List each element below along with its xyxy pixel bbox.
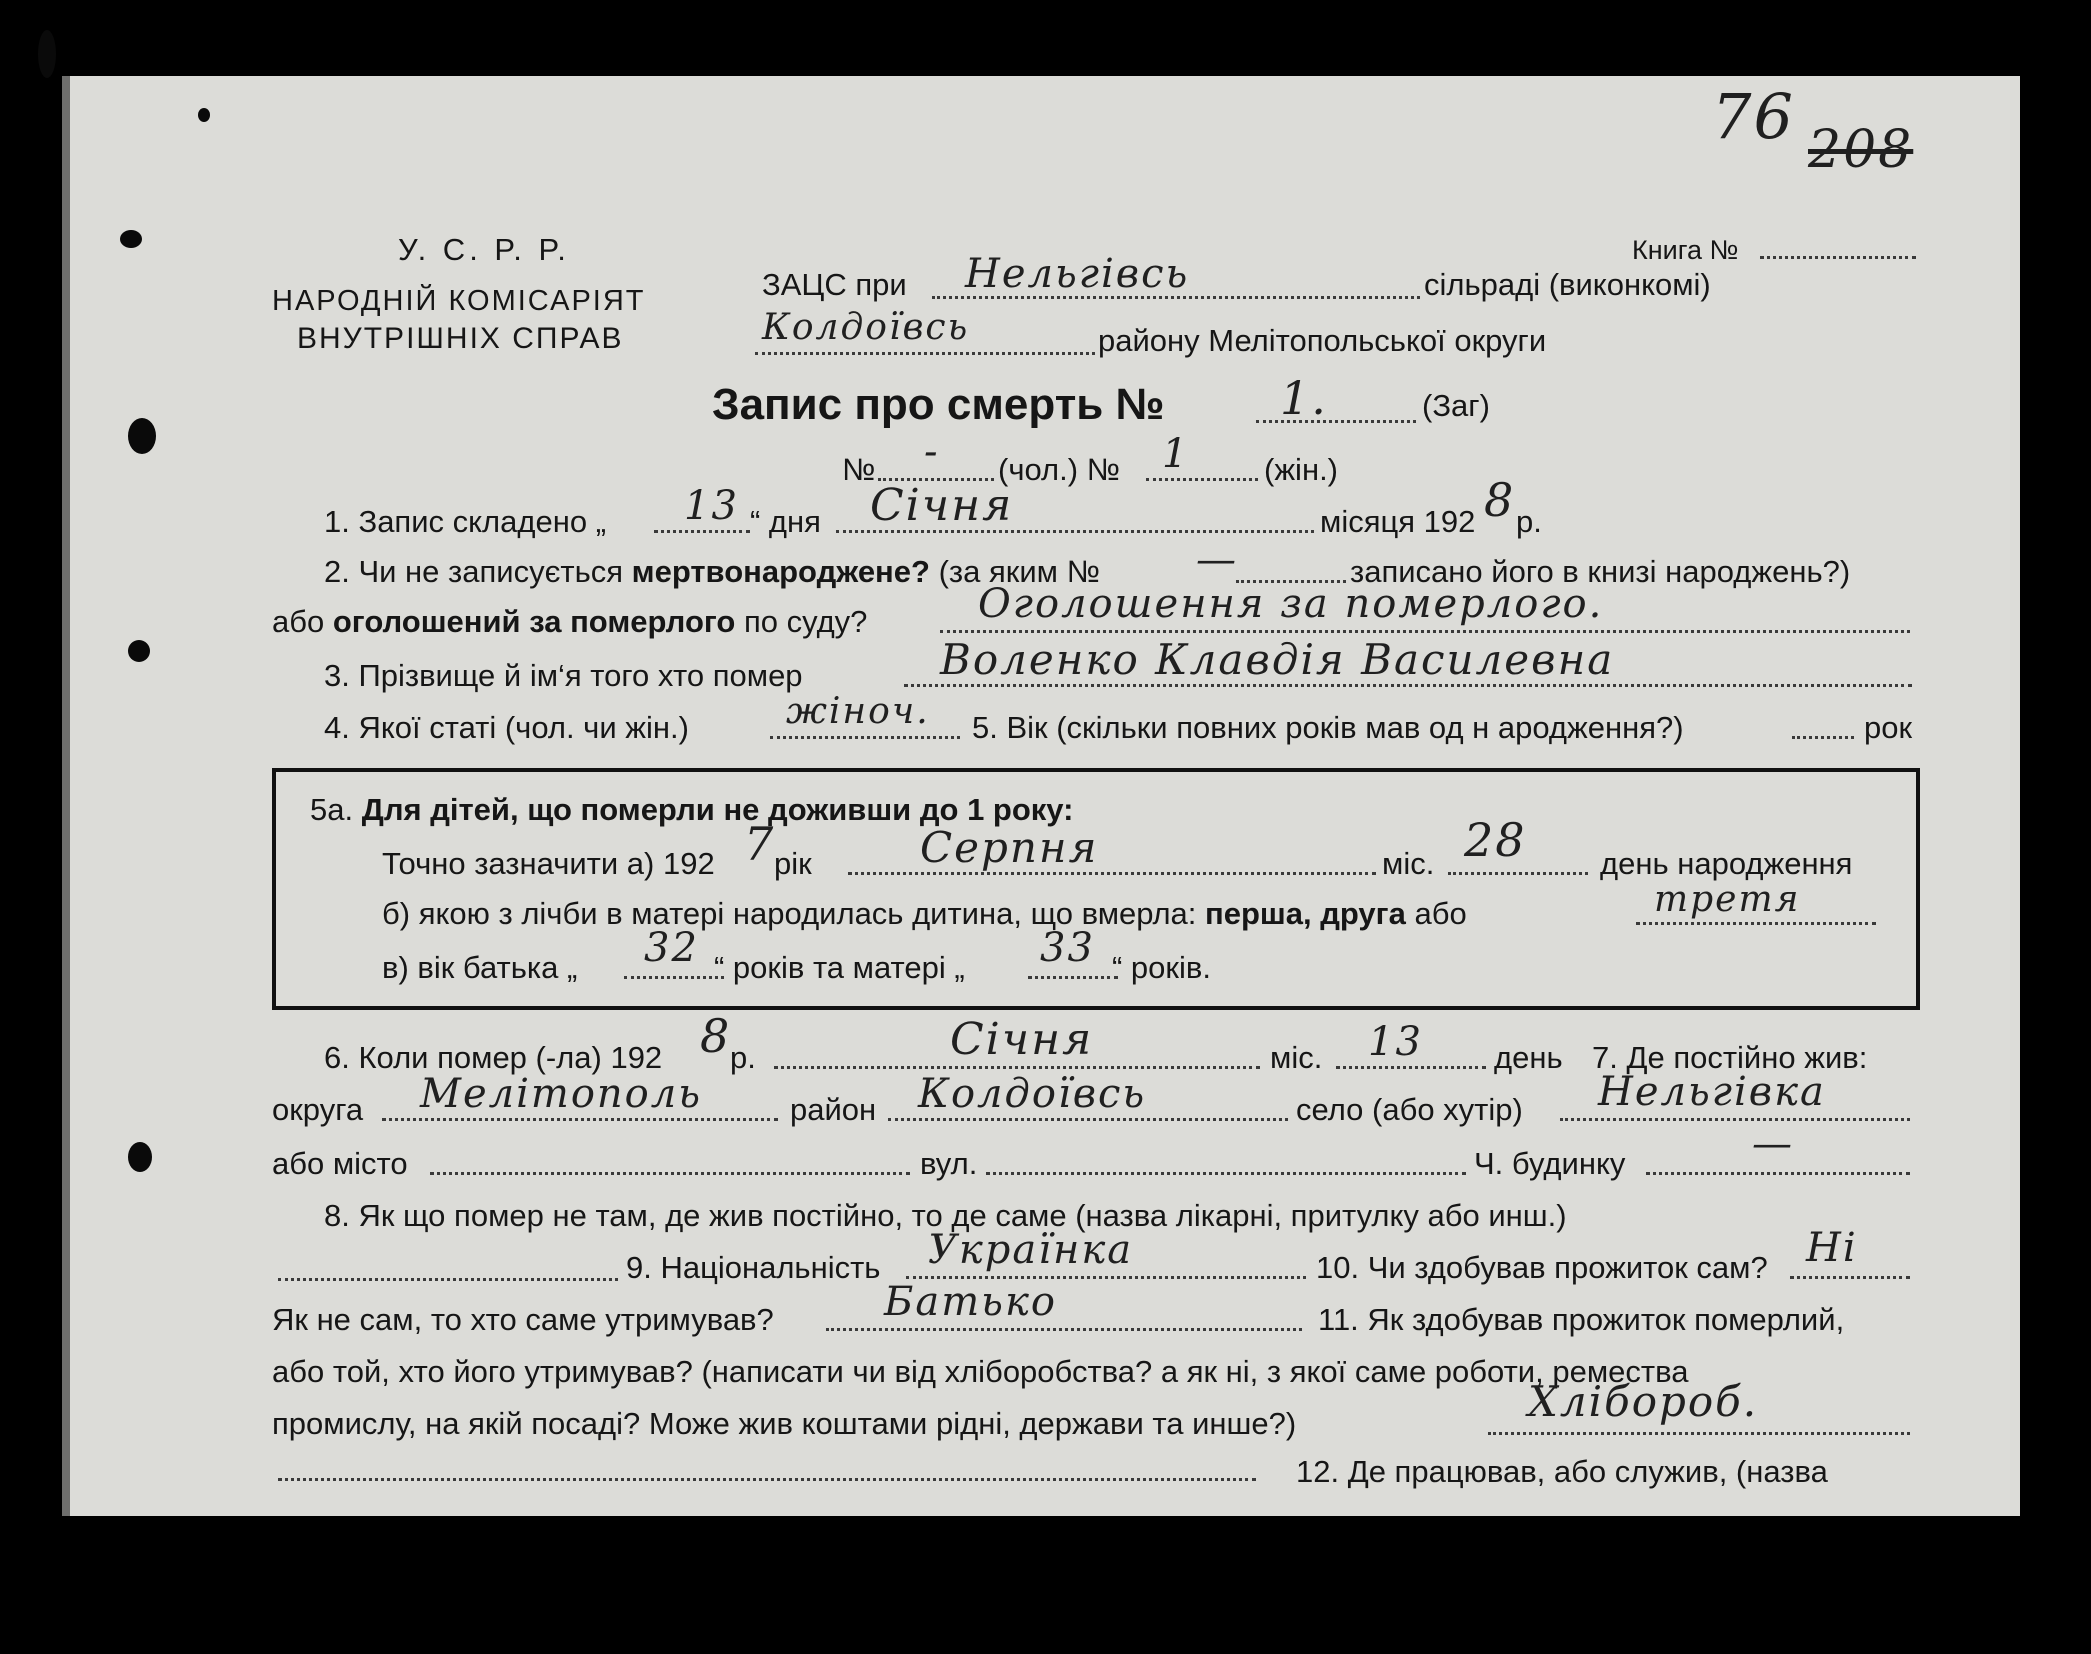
f6-month-line [774, 1066, 1260, 1069]
village-suffix: сільраді (виконкомі) [1424, 267, 1711, 302]
f2-label-a: 2. Чи не записується мертвонароджене? (за яким № [324, 554, 1100, 589]
f2-number-handwritten: — [1196, 537, 1238, 583]
female-number-handwritten: 1 [1162, 431, 1190, 477]
infant-heading: 5а. Для дітей, що померли не доживши до 1 року: [310, 792, 1074, 827]
district-suffix: району Мелітопольської округи [1098, 323, 1547, 358]
f10-label: 10. Чи здобував прожиток сам? [1316, 1250, 1768, 1285]
f6-year-handwritten: 8 [700, 1009, 732, 1063]
infant-month-handwritten: Серпня [920, 823, 1099, 872]
f2-label-c: записано його в книзі народжень?) [1350, 554, 1851, 589]
f12-label: 12. Де працював, або служив, (назва [1296, 1454, 1828, 1489]
female-number-line [1146, 478, 1258, 481]
f3-name-line [904, 684, 1912, 687]
f1-day-suffix: “ дня [750, 504, 821, 539]
f1-year-suffix: р. [1516, 504, 1542, 539]
f1-day-handwritten: 13 [684, 483, 739, 529]
f3-label: 3. Прізвище й ім‘я того хто помер [324, 658, 803, 693]
f6-day-line [1336, 1066, 1486, 1069]
male-number-handwritten: - [924, 429, 940, 475]
support-handwritten: Батько [884, 1279, 1057, 1325]
zags-label: ЗАЦС при [762, 267, 907, 302]
f12-prefix-line [278, 1478, 1256, 1481]
infant-line-c-suffix: “ років. [1112, 950, 1211, 985]
f2-declared-handwritten: Оголошення за померлого. [978, 581, 1604, 627]
f3-name-handwritten: Воленко Клавдія Василевна [940, 635, 1615, 684]
infant-year-suffix: рік [774, 846, 812, 881]
f9-label: 9. Національність [626, 1250, 881, 1285]
infant-father-age-handwritten: 32 [644, 925, 699, 971]
f8-line [278, 1278, 618, 1281]
f5-label: 5. Вік (скільки повних років мав од н ародження?) [972, 710, 1684, 745]
village-line [932, 296, 1420, 299]
house-label: Ч. будинку [1474, 1146, 1626, 1181]
f4-sex-line [770, 736, 960, 739]
f6-month-suffix: міс. [1270, 1040, 1323, 1075]
f1-day-line [654, 530, 750, 533]
header-ministry-line1: НАРОДНІЙ КОМІСАРІЯТ [272, 285, 646, 317]
binding-hole [120, 230, 142, 248]
infant-mother-age-line [1028, 976, 1118, 979]
street-line [986, 1172, 1466, 1175]
male-number-suffix: (чол.) № [998, 452, 1120, 487]
record-number-line [1256, 420, 1416, 423]
binding-hole [128, 640, 150, 662]
infant-order-handwritten: третя [1654, 879, 1801, 920]
infant-month-suffix: міс. [1382, 846, 1435, 881]
f11-line [1488, 1432, 1910, 1435]
selo-line [1560, 1118, 1910, 1121]
f1-month-handwritten: Січня [870, 480, 1014, 531]
infant-year-handwritten: 7 [744, 817, 776, 871]
selo-handwritten: Нельгівка [1598, 1069, 1826, 1115]
f11-line3: промислу, на якій посаді? Може жив коштами рідні, держави та инше?) [272, 1406, 1297, 1441]
book-label: Книга № [1632, 235, 1739, 265]
header-ministry-line2: ВНУТРІШНІХ СПРАВ [297, 322, 624, 355]
general-label: (Заг) [1422, 388, 1490, 423]
infant-father-age-line [624, 976, 724, 979]
f4-sex-handwritten: жіноч. [786, 691, 930, 732]
infant-line-a-label: Точно зазначити а) 192 [382, 846, 715, 881]
infant-day-suffix: день народження [1600, 846, 1853, 881]
binding-hole [38, 30, 56, 78]
support-line [826, 1328, 1302, 1331]
f4-label: 4. Якої статі (чол. чи жін.) [324, 710, 689, 745]
street-label: вул. [920, 1146, 978, 1181]
record-number-handwritten: 1. [1280, 371, 1328, 425]
raion-label: район [790, 1092, 877, 1127]
raion-line [888, 1118, 1288, 1121]
f6-label: 6. Коли помер (-ла) 192 [324, 1040, 663, 1075]
f9-handwritten: Українка [928, 1227, 1134, 1273]
f11-label: 11. Як здобував прожиток померлий, [1318, 1302, 1845, 1337]
infant-day-handwritten: 28 [1464, 813, 1527, 867]
f1-label: 1. Запис складено „ [324, 504, 607, 539]
f1-year-handwritten: 8 [1484, 473, 1516, 527]
f5-suffix: рок [1864, 710, 1913, 745]
archive-number: 76 [1712, 80, 1795, 153]
okruha-handwritten: Мелітополь [420, 1071, 702, 1117]
f1-month-line [836, 530, 1314, 533]
infant-month-line [848, 872, 1376, 875]
binding-hole [128, 418, 156, 454]
f6-month-handwritten: Січня [950, 1014, 1094, 1065]
infant-day-line [1448, 872, 1588, 875]
f11-handwritten: Хлібороб. [1528, 1377, 1759, 1426]
header-country: У. С. Р. Р. [398, 232, 570, 267]
f6-day-handwritten: 13 [1368, 1019, 1423, 1065]
f6-day-suffix: день [1494, 1040, 1563, 1075]
male-number-label: № [842, 452, 876, 487]
f10-line [1790, 1276, 1910, 1279]
selo-label: село (або хутір) [1296, 1092, 1523, 1127]
f2-label-d: або оголошений за померлого по суду? [272, 604, 868, 639]
infant-mother-age-handwritten: 33 [1040, 925, 1095, 971]
female-number-suffix: (жін.) [1264, 452, 1339, 487]
f6-year-suffix: р. [730, 1040, 756, 1075]
binding-hole [128, 1142, 152, 1172]
village-handwritten: Нельгівсь [965, 251, 1190, 297]
infant-line-c-mid: “ років та матері „ [714, 950, 965, 985]
misto-label: або місто [272, 1146, 408, 1181]
district-line [755, 352, 1095, 355]
district-handwritten: Колдоївсь [762, 307, 970, 348]
f10-handwritten: Ні [1806, 1225, 1858, 1271]
f11-line2: або той, хто його утримував? (написати чи від хліборобства? а як ні, з якої саме роботи, ремества [272, 1354, 1689, 1389]
page-title: Запис про смерть № [712, 380, 1165, 429]
house-line [1646, 1172, 1910, 1175]
f5-age-line [1792, 736, 1854, 739]
okruha-line [382, 1118, 778, 1121]
infant-line-c-label: в) вік батька „ [382, 950, 578, 985]
support-label: Як не сам, то хто саме утримував? [272, 1302, 774, 1337]
binding-hole [198, 108, 210, 122]
infant-order-line [1636, 922, 1876, 925]
f1-month-suffix: місяця 192 [1320, 504, 1476, 539]
raion-handwritten: Колдоївсь [918, 1071, 1147, 1117]
misto-line [430, 1172, 910, 1175]
book-number-line [1760, 256, 1916, 259]
house-handwritten: — [1752, 1121, 1794, 1167]
infant-line-b-label: б) якою з лічби в матері народилась дитина, що вмерла: перша, друга або [382, 896, 1467, 931]
archive-number-struck: 208 [1808, 120, 1914, 180]
f8-label: 8. Як що помер не там, де жив постійно, то де саме (назва лікарні, притулку або инш.) [324, 1198, 1567, 1233]
f7-label: 7. Де постійно жив: [1592, 1040, 1868, 1075]
f2-declared-line [940, 630, 1910, 633]
okruha-label: округа [272, 1092, 364, 1127]
